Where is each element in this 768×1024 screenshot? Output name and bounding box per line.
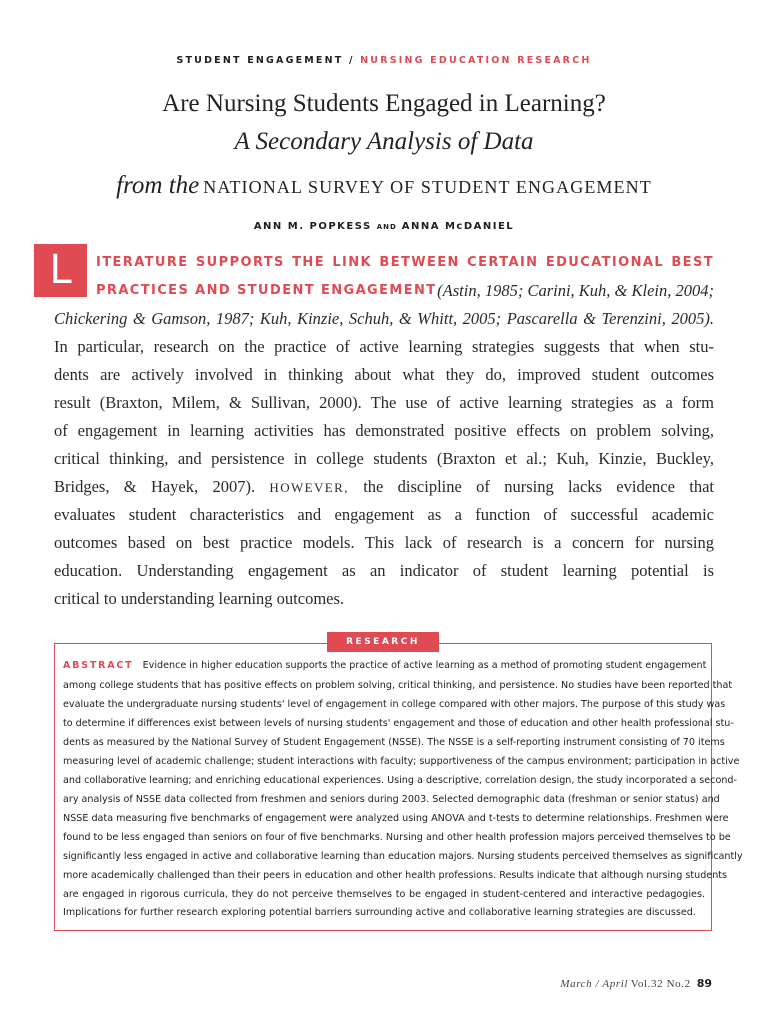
abstract-label: ABSTRACT	[63, 660, 134, 671]
body-line: critical thinking, and persistence in college students (Braxton et al.; Kuh, Kinzie, Buckley,	[54, 449, 714, 468]
abstract-first-text: Evidence in higher education supports the practice of active learning as a method of promoting student engagement	[142, 660, 707, 671]
subtitle-survey-name: NATIONAL SURVEY OF STUDENT ENGAGEMENT	[203, 177, 652, 197]
abstract-line: ary analysis of NSSE data collected from freshmen and seniors during 2003. Selected demographic data (freshman or senior status) and	[63, 794, 720, 805]
kicker-separator: /	[343, 55, 361, 66]
footer-volume: Vol.32 No.2	[630, 978, 691, 990]
abstract-line: among college students that has positive effects on problem solving, critical thinking, and persistence. No studies have been reported that	[63, 680, 733, 691]
footer-issue: March / April	[560, 978, 629, 990]
drop-cap: L	[34, 244, 87, 297]
author-1: ANN M. POPKESS	[253, 221, 372, 232]
lead-caps-line-2: PRACTICES AND STUDENT ENGAGEMENT	[96, 283, 437, 298]
however-word: HOWEVER,	[269, 480, 349, 495]
abstract-line: to determine if differences exist between levels of nursing students' engagement and those of education and other health professional stu-	[63, 718, 734, 729]
abstract-line: NSSE data measuring five benchmarks of engagement were analyzed using ANOVA and t-tests to determine relationships. Freshmen were	[63, 813, 729, 824]
abstract-line: measuring level of academic challenge; student interactions with faculty; supportiveness of the campus environment; participation in active	[63, 756, 740, 767]
body-line: of engagement in learning activities has demonstrated positive effects on problem solving,	[54, 421, 714, 440]
research-tab: RESEARCH	[327, 632, 439, 652]
abstract-line: evaluate the undergraduate nursing students' level of engagement in college compared with other majors. The purpose of this study was	[63, 699, 726, 710]
abstract-line: Implications for further research exploring potential barriers surrounding active and collaborative learning strategies are discussed.	[63, 907, 696, 918]
abstract-line: and collaborative learning; and enriching educational experiences. Using a descriptive, correlation design, the study incorporated a second-	[63, 775, 737, 786]
however-suffix: the discipline of nursing lacks evidence that	[363, 477, 714, 496]
body-line: In particular, research on the practice of active learning strategies suggests that when stu-	[54, 337, 714, 356]
author-byline	[0, 221, 768, 232]
however-prefix: Bridges, & Hayek, 2007).	[54, 477, 256, 496]
body-line: critical to understanding learning outcomes.	[54, 589, 345, 608]
abstract-line: found to be less engaged than seniors on four of five benchmarks. Nursing and other health profession majors perceived themselves to be	[63, 832, 731, 843]
kicker-section: STUDENT ENGAGEMENT	[176, 55, 344, 66]
abstract-line: significantly less engaged in active and collaborative learning than education majors. Nursing students perceived themselves as significantly	[63, 851, 743, 862]
abstract-line: more academically challenged than their peers in education and other health professions. Results indicate that although nursing students	[63, 870, 728, 881]
lead-citation-1: (Astin, 1985; Carini, Kuh, & Klein, 2004;	[437, 281, 714, 300]
author-2: ANNA McDANIEL	[401, 221, 515, 232]
page-number: 89	[696, 977, 712, 990]
abstract-line: are engaged in rigorous curricula, they do not perceive themselves to be engaged in student-centered and interactive pedagogies.	[63, 889, 705, 900]
abstract-line: dents as measured by the National Survey of Student Engagement (NSSE). The NSSE is a self-reporting instrument consisting of 70 items	[63, 737, 725, 748]
body-line: education. Understanding engagement as an indicator of student learning potential is	[54, 561, 714, 580]
body-line-however	[54, 477, 714, 497]
section-kicker	[0, 55, 768, 66]
lead-caps-line-1: ITERATURE SUPPORTS THE LINK BETWEEN CERTAIN EDUCATIONAL BEST	[96, 255, 714, 270]
article-subtitle-line2	[0, 172, 768, 200]
article-subtitle: A Secondary Analysis of Data	[234, 128, 534, 155]
subtitle-from-the: from the	[116, 172, 200, 199]
body-line: evaluates student characteristics and engagement as a function of successful academic	[54, 505, 714, 524]
lead-citation-2: Chickering & Gamson, 1987; Kuh, Kinzie, Schuh, & Whitt, 2005; Pascarella & Terenzini, 2005).	[54, 309, 714, 328]
article-title: Are Nursing Students Engaged in Learning?	[162, 90, 606, 117]
kicker-topic: NURSING EDUCATION RESEARCH	[360, 55, 592, 66]
abstract-line-first	[63, 660, 705, 671]
body-line: dents are actively involved in thinking about what they do, improved student outcomes	[54, 365, 714, 384]
body-line: result (Braxton, Milem, & Sullivan, 2000). The use of active learning strategies as a form	[54, 393, 714, 412]
page-footer	[400, 977, 712, 990]
author-and: AND	[376, 223, 397, 231]
body-line: outcomes based on best practice models. This lack of research is a concern for nursing	[54, 533, 714, 552]
